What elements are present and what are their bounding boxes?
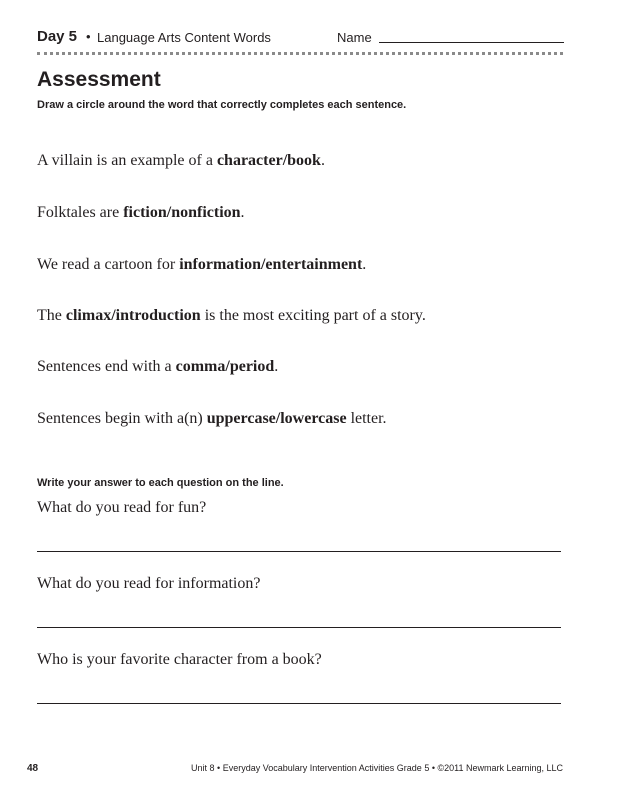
word-choice[interactable]: fiction/nonfiction: [123, 204, 241, 221]
sentence-5: [37, 358, 278, 376]
answer-line-1[interactable]: [37, 551, 561, 552]
sentence-3: [37, 256, 366, 274]
question-1: What do you read for fun?: [37, 499, 207, 516]
answer-line-2[interactable]: [37, 627, 561, 628]
name-label: Name: [337, 30, 372, 45]
sentence-text: .: [362, 256, 367, 273]
day-label: Day 5: [37, 28, 78, 45]
header-bullet: •: [86, 29, 91, 44]
write-instruction: Write your answer to each question on the line.: [37, 477, 284, 489]
dotted-divider: [37, 52, 563, 55]
page-header: [37, 27, 563, 47]
sentence-text: .: [240, 204, 245, 221]
sentence-text: Sentences begin with a(n): [37, 410, 207, 427]
question-2: What do you read for information?: [37, 575, 261, 592]
sentence-text: Folktales are: [37, 204, 124, 221]
sentence-2: [37, 204, 245, 222]
page-title: Assessment: [37, 68, 161, 91]
sentence-text: We read a cartoon for: [37, 256, 180, 273]
page-number: 48: [27, 763, 39, 774]
sentence-4: [37, 307, 426, 325]
word-choice[interactable]: character/book: [216, 152, 321, 169]
sentence-6: [37, 410, 387, 428]
sentence-text: Sentences end with a: [37, 358, 176, 375]
sentence-text: A villain is an example of a: [37, 152, 217, 169]
footer-credit: Unit 8 • Everyday Vocabulary Intervention Activities Grade 5 • ©2011 Newmark Learning, LLC: [191, 763, 563, 773]
sentence-text: .: [320, 152, 325, 169]
word-choice[interactable]: information/entertainment: [179, 256, 363, 273]
word-choice[interactable]: climax/introduction: [65, 307, 201, 324]
sentence-text: letter.: [346, 410, 387, 427]
answer-line-3[interactable]: [37, 703, 561, 704]
name-line[interactable]: [379, 42, 564, 43]
sentence-text: .: [274, 358, 279, 375]
circle-instruction: Draw a circle around the word that correctly completes each sentence.: [37, 99, 407, 111]
sentence-1: [37, 152, 325, 170]
question-3: Who is your favorite character from a book?: [37, 651, 322, 668]
sentence-text: The: [37, 307, 66, 324]
subject-label: Language Arts Content Words: [97, 30, 271, 45]
sentence-text: is the most exciting part of a story.: [200, 307, 426, 324]
word-choice[interactable]: comma/period: [175, 358, 275, 375]
word-choice[interactable]: uppercase/lowercase: [206, 410, 347, 427]
